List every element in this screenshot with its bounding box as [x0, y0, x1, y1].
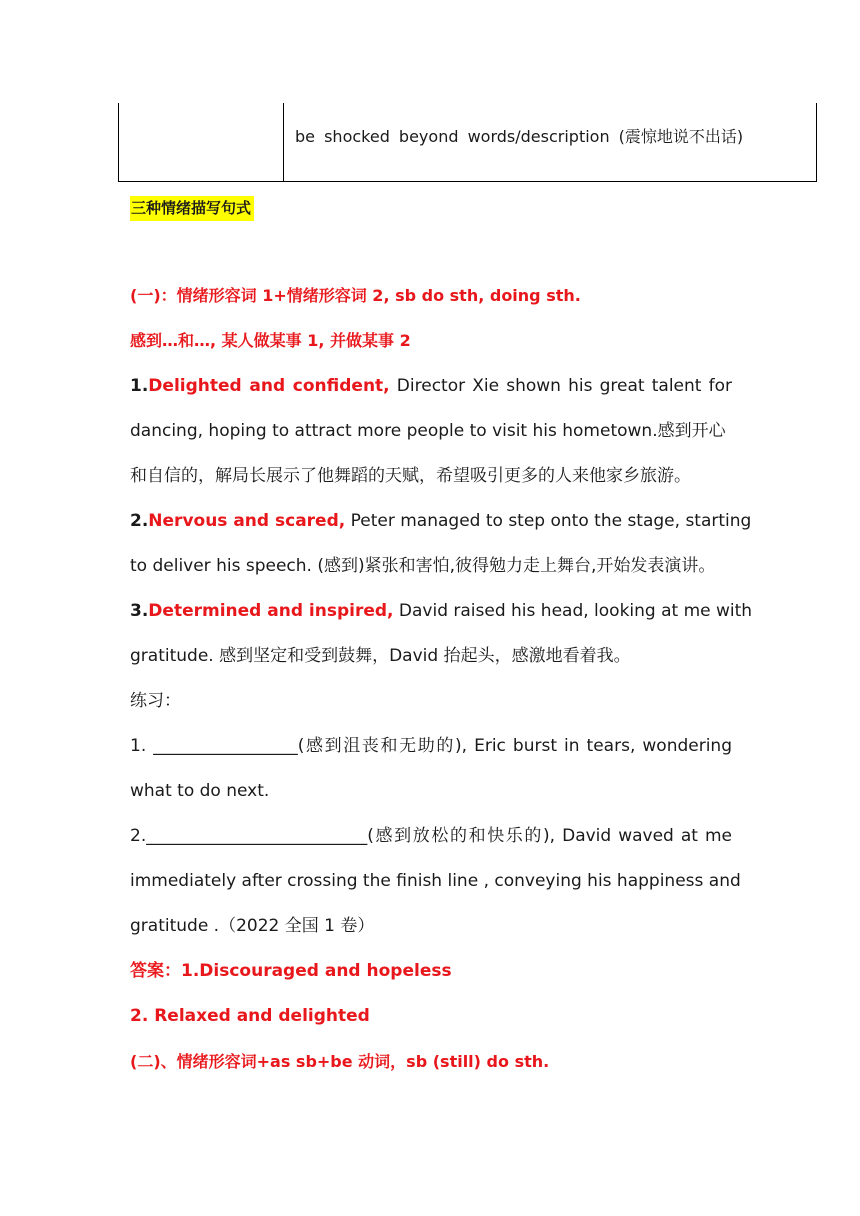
example-1-rest: Director Xie shown his great talent for — [389, 376, 732, 396]
exercise-2-line-2: immediately after crossing the finish line , conveying his happiness and — [130, 871, 741, 891]
example-3-line-1 — [130, 599, 753, 623]
section-heading: 三种情绪描写句式 — [130, 196, 254, 221]
exercise-1-line-1: 1. _________________(感到沮丧和无助的), Eric burst in tears, wondering — [130, 736, 732, 756]
exercise-1-line-2: what to do next. — [130, 781, 270, 801]
example-2-line-2: to deliver his speech. (感到)紧张和害怕,彼得勉力走上舞台,开始发表演讲。 — [130, 556, 716, 576]
example-2-rest: Peter managed to step onto the stage, starting — [345, 511, 752, 531]
example-2-lead: Nervous and scared, — [148, 511, 346, 531]
table-cell-text: be shocked beyond words/description (震惊地说不出话) — [295, 127, 744, 146]
practice-label: 练习： — [130, 691, 181, 711]
example-3-lead: Determined and inspired, — [148, 601, 394, 621]
example-2-line-1 — [130, 509, 752, 533]
example-1-line-3: 和自信的，解局长展示了他舞蹈的天赋，希望吸引更多的人来他家乡旅游。 — [130, 466, 691, 486]
exercise-2-line-1: 2.__________________________(感到放松的和快乐的), David waved at me — [130, 826, 732, 846]
answer-2: 2. Relaxed and delighted — [130, 1006, 370, 1026]
example-1-line-2: dancing, hoping to attract more people to visit his hometown.感到开心 — [130, 421, 726, 441]
table-border-bottom — [118, 181, 817, 182]
example-1-lead: Delighted and confident, — [148, 376, 390, 396]
part2-title: (二)、情绪形容词+as sb+be 动词，sb (still) do sth. — [130, 1052, 550, 1071]
table-border-right — [816, 103, 817, 182]
example-3-rest: David raised his head, looking at me with — [393, 601, 753, 621]
example-2-number: 2. — [130, 511, 149, 531]
exercise-2-line-3: gratitude .（2022 全国 1 卷） — [130, 916, 375, 936]
example-1-number: 1. — [130, 376, 149, 396]
example-3-line-2: gratitude. 感到坚定和受到鼓舞，David 抬起头，感激地看着我。 — [130, 646, 631, 666]
example-3-number: 3. — [130, 601, 149, 621]
part1-title: (一)：情绪形容词 1+情绪形容词 2, sb do sth, doing sth. — [130, 286, 581, 305]
table-border-left — [118, 103, 119, 182]
example-1-line-1 — [130, 374, 732, 398]
part1-subtitle: 感到…和…, 某人做某事 1, 并做某事 2 — [130, 331, 411, 350]
table-fragment — [118, 103, 817, 182]
answer-1: 答案：1.Discouraged and hopeless — [130, 961, 452, 981]
table-border-middle — [283, 103, 284, 182]
